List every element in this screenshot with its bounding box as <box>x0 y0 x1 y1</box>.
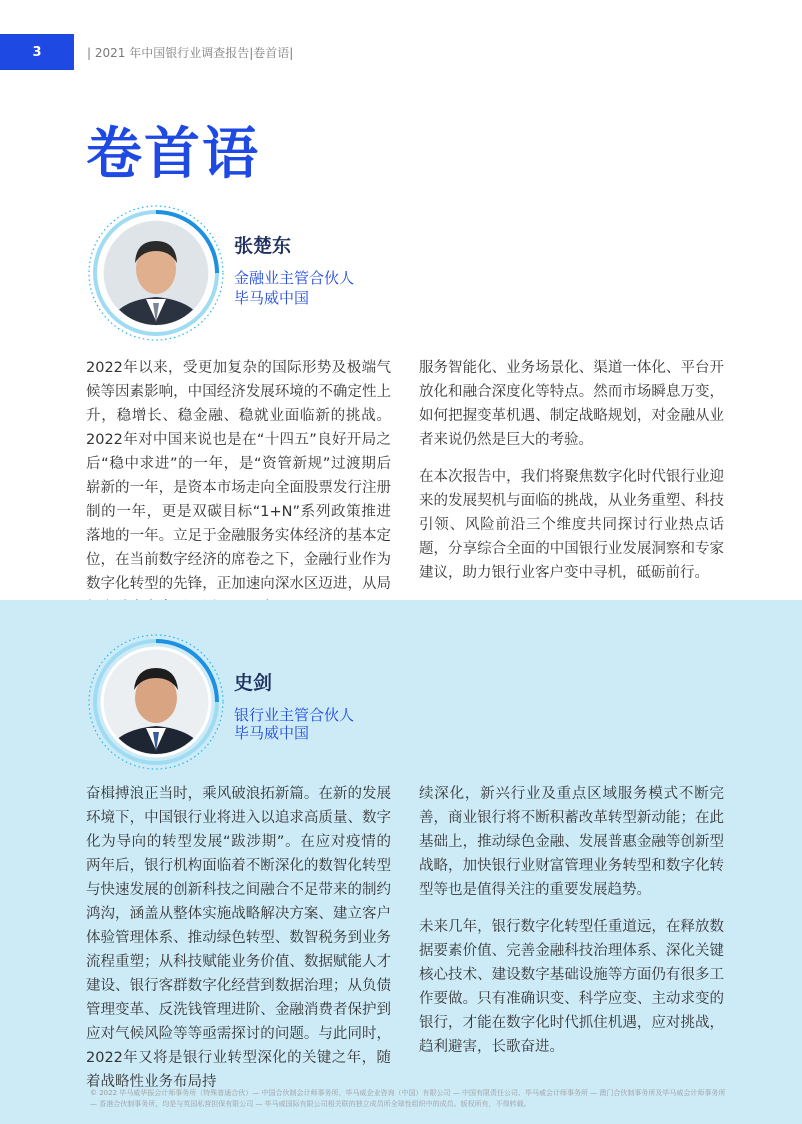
section1-right-paragraph-2: 在本次报告中，我们将聚焦数字化时代银行业迎来的发展契机与面临的挑战，从业务重塑、科技引领、风险前沿三个维度共同探讨行业热点话题，分享综合全面的中国银行业发展洞察和专家建议，助力银行业客户变中寻机，砥砺前行。 <box>419 469 724 581</box>
person-role-1-title: 金融业主管合伙人 <box>234 269 355 287</box>
page-number: 3 <box>32 44 42 60</box>
page-title: 卷首语 <box>86 122 260 187</box>
section2-left-column <box>86 782 391 1107</box>
person-role-1-firm: 毕马威中国 <box>234 289 310 307</box>
section2-right-paragraph-2: 未来几年，银行数字化转型任重道远，在释放数据要素价值、完善金融科技治理体系、深化关键核心技术、建设数字基础设施等方面仍有很多工作要做。只有准确识变、科学应变、主动求变的银行，才能在数字化时代抓住机遇，应对挑战，趋利避害，长歌奋进。 <box>419 919 724 1055</box>
section2-right-column <box>419 782 724 1072</box>
section1-right-column <box>419 356 724 598</box>
copyright-footer: © 2022 毕马威华振会计师事务所（特殊普通合伙）— 中国合伙制会计师事务所、毕马威企业咨询（中国）有限公司 — 中国有限责任公司、毕马威会计师事务所 — 澳门合伙制事务所及毕马威会计师事务所 — 香港合伙制事务所，均是与英国私营担保有限公司 — 毕马威国际有限公司相关联的独立成员所全球性组织中的成员。版权所有，不得转载。 <box>90 1089 726 1108</box>
person-name-2: 史剑 <box>234 672 273 694</box>
portrait-shi-jian <box>86 632 226 772</box>
section1-left-paragraph: 2022年以来，受更加复杂的国际形势及极端气候等因素影响，中国经济发展环境的不确定性上升，稳增长、稳金融、稳就业面临新的挑战。2022年对中国来说也是在“十四五”良好开局之后“稳中求进”的一年，是“资管新规”过渡期后崭新的一年，是资本市场走向全面股票发行注册制的一年，更是双碳目标“1+N”系列政策推进落地的一年。立足于金融服务实体经济的基本定位，在当前数字经济的席卷之下，金融行业作为数字化转型的先锋，正加速向深水区迈进，从局 <box>86 360 391 592</box>
person-role-2-title: 银行业主管合伙人 <box>234 706 355 724</box>
running-header: | 2021 年中国银行业调查报告|卷首语| <box>87 46 294 60</box>
section1-left-column <box>86 356 391 633</box>
page-number-badge <box>0 34 74 70</box>
section2-left-paragraph: 奋楫搏浪正当时，乘风破浪拓新篇。在新的发展环境下，中国银行业将进入以追求高质量、数字化为导向的转型发展“跋涉期”。在应对疫情的两年后，银行机构面临着不断深化的数智化转型与快速发展的创新科技之间融合不足带来的制约鸿沟，涵盖从整体实施战略解决方案、建立客户体验管理体系、推动绿色转型、数智税务到业务流程重塑；从科技赋能业务价值、数据赋能人才建设、银行客群数字化经营到数据治理；从负债管理变革、反洗钱管理进阶、金融消费者保护到应对气候风险等等亟需探讨的问题。与此同时，2022年又将是银行业转型深化的关键之年，随着战略性业务布局持 <box>86 786 391 1090</box>
person-role-2-firm: 毕马威中国 <box>234 724 310 742</box>
section1-right-paragraph-1: 服务智能化、业务场景化、渠道一体化、平台开放化和融合深度化等特点。然而市场瞬息万变，如何把握变革机遇、制定战略规划，对金融从业者来说仍然是巨大的考验。 <box>419 360 724 448</box>
section2-right-paragraph-1: 续深化，新兴行业及重点区域服务模式不断完善，商业银行将不断积蓄改革转型新动能；在此基础上，推动绿色金融、发展普惠金融等创新型战略，加快银行业财富管理业务转型和数字化转型等也是值得关注的重要发展趋势。 <box>419 786 724 898</box>
person-name-1: 张楚东 <box>234 235 292 257</box>
portrait-zhang-chudong <box>86 203 226 343</box>
